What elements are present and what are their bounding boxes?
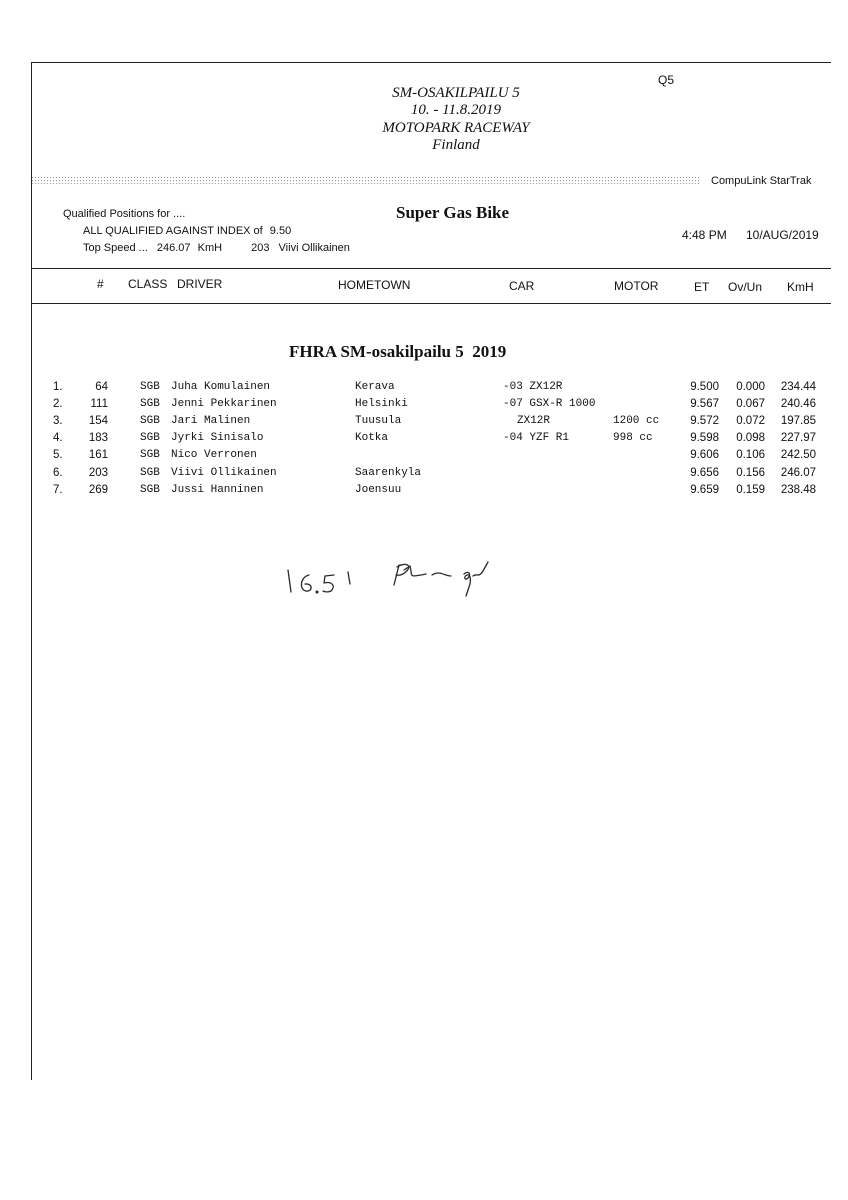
event-dates: 10. - 11.8.2019 [410,102,502,118]
row-number: 269 [88,483,108,496]
software-name: CompuLink StarTrak [711,175,812,187]
row-kmh: 227.97 [780,432,816,445]
col-et: ET [694,280,710,294]
row-driver: Jari Malinen [171,415,251,428]
row-et: 9.606 [690,449,719,462]
index-value: 9.50 [269,225,292,237]
row-driver: Jenni Pekkarinen [171,398,277,411]
row-position: 2. [53,398,63,411]
col-ovun: Ov/Un [728,280,763,294]
row-ovun: 0.000 [736,381,765,393]
row-class: SGB [140,483,160,496]
top-rule [31,62,831,63]
header-rule-bottom [31,303,831,304]
row-hometown: Joensuu [355,483,402,496]
row-position: 1. [53,381,63,393]
top-speed-car: 203 [251,242,270,254]
col-motor: MOTOR [614,279,659,293]
row-hometown: Saarenkyla [355,466,422,479]
row-hometown: Kotka [355,432,389,445]
row-number: 183 [88,432,108,445]
row-class: SGB [140,381,160,393]
top-speed-label: Top Speed ... [83,242,148,254]
row-hometown: Helsinki [355,398,408,411]
row-kmh: 246.07 [780,466,816,479]
row-hometown: Tuusula [355,415,402,428]
row-driver: Juha Komulainen [171,381,271,393]
top-speed-value: 246.07 [156,242,191,254]
row-driver: Jyrki Sinisalo [171,432,264,445]
col-car: CAR [509,279,535,293]
top-speed-driver: Viivi Ollikainen [278,242,350,254]
row-car: -04 YZF R1 [503,432,570,445]
row-kmh: 242.50 [780,449,816,462]
row-class: SGB [140,398,160,411]
row-number: 154 [88,415,108,428]
index-line [83,225,291,237]
row-kmh: 238.48 [780,483,816,496]
row-class: SGB [140,432,160,445]
row-et: 9.659 [690,483,719,496]
col-num: # [97,277,104,291]
row-number: 203 [88,466,108,479]
row-position: 3. [53,415,63,428]
event-title: SM-OSAKILPAILU 5 [392,85,520,101]
qualified-label: Qualified Positions for .... [63,208,186,220]
row-position: 6. [53,466,63,479]
class-title: Super Gas Bike [396,203,510,222]
row-ovun: 0.159 [736,483,765,496]
row-ovun: 0.156 [736,466,765,479]
row-number: 111 [90,398,108,411]
row-class: SGB [140,415,160,428]
row-class: SGB [140,466,160,479]
row-et: 9.567 [690,398,719,411]
row-motor: 1200 cc [613,415,660,428]
row-et: 9.656 [690,466,719,479]
row-hometown: Kerava [355,381,395,393]
row-driver: Nico Verronen [171,449,257,462]
row-ovun: 0.106 [736,449,765,462]
row-et: 9.598 [690,432,719,445]
row-et: 9.572 [690,415,719,428]
col-kmh: KmH [787,280,814,294]
handwritten-signature [280,548,530,598]
row-number: 64 [95,381,108,393]
top-speed-unit: KmH [197,242,223,254]
row-motor: 998 cc [613,432,653,445]
page-code: Q5 [658,73,675,87]
col-hometown: HOMETOWN [338,278,411,292]
header-rule-top [31,268,831,269]
dotted-separator [31,176,700,184]
row-class: SGB [140,449,160,462]
top-speed-line [83,242,350,254]
row-driver: Jussi Hanninen [171,483,264,496]
venue: MOTOPARK RACEWAY [382,120,530,136]
row-et: 9.500 [690,381,719,393]
row-position: 4. [53,432,63,445]
row-position: 7. [53,483,63,496]
index-label: ALL QUALIFIED AGAINST INDEX of [83,225,263,237]
row-kmh: 234.44 [780,381,816,393]
row-ovun: 0.098 [736,432,765,445]
row-kmh: 240.46 [780,398,816,411]
country: Finland [432,137,480,153]
row-number: 161 [88,449,108,462]
row-car: -03 ZX12R [503,381,563,393]
row-car: -07 GSX-R 1000 [503,398,596,411]
report-time: 4:48 PM [682,228,727,242]
row-kmh: 197.85 [780,415,816,428]
report-date: 10/AUG/2019 [746,228,819,242]
left-border [31,62,32,1080]
col-driver: DRIVER [177,277,223,291]
row-driver: Viivi Ollikainen [171,466,277,479]
row-car: ZX12R [517,415,551,428]
row-position: 5. [53,449,63,462]
section-title: FHRA SM-osakilpailu 5 2019 [289,342,507,361]
row-ovun: 0.067 [736,398,765,411]
col-class: CLASS [128,277,168,291]
row-ovun: 0.072 [736,415,765,428]
